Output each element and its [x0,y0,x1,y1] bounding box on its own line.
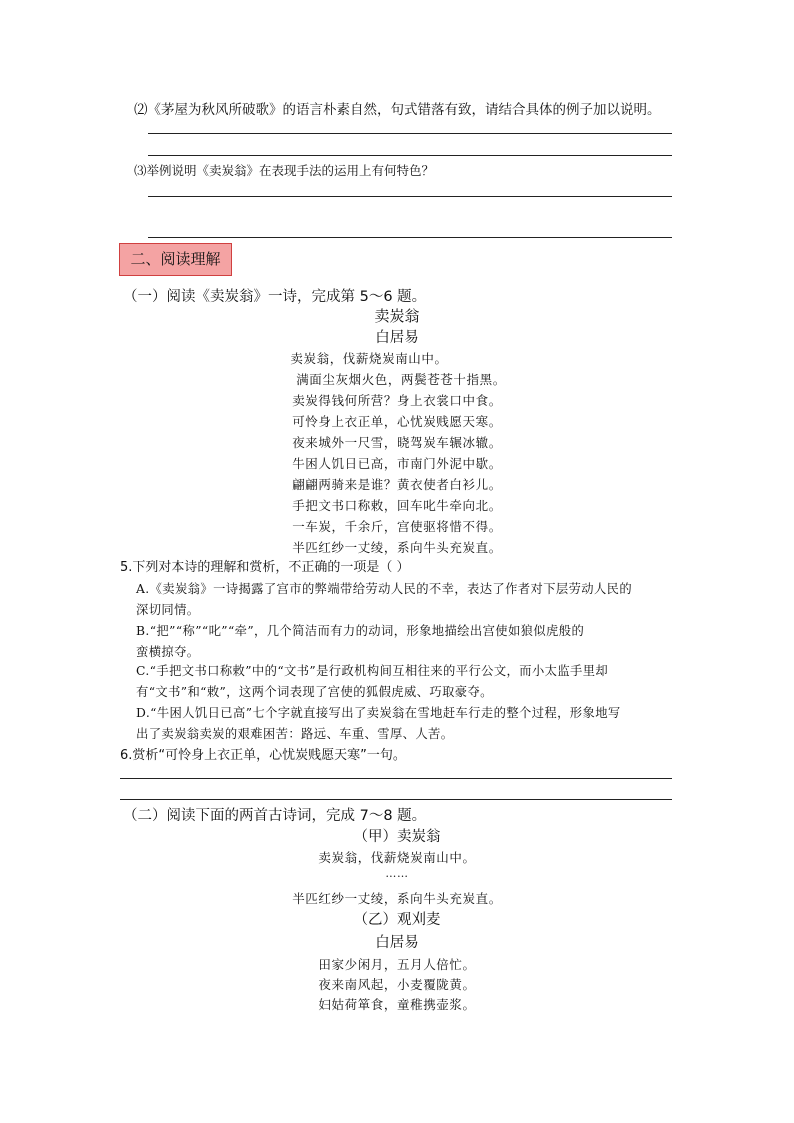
poem-line: 手把文书口称敕，回车叱牛牵向北。 [292,498,502,513]
option-a: A.《卖炭翁》一诗揭露了宫市的弊端带给劳动人民的不幸，表达了作者对下层劳动人民的 [136,582,633,596]
poem-line: 田家少闲月，五月人倍忙。 [318,957,476,972]
option-c: C.“手把文书口称敕”中的“文书”是行政机构间互相往来的平行公文，而小太监手里却 [136,664,609,678]
ellipsis: …… [385,867,409,880]
poem-a-title: （甲）卖炭翁 [353,829,441,845]
part1-intro: （一）阅读《卖炭翁》一诗，完成第 5～6 题。 [123,289,427,305]
option-d-continued: 出了卖炭翁卖炭的艰难困苦：路远、车重、雪厚、人苦。 [136,727,454,741]
poem-line: 可怜身上衣正单，心忧炭贱愿天寒。 [292,414,502,429]
part2-intro: （二）阅读下面的两首古诗词，完成 7～8 题。 [123,808,427,824]
answer-line [148,133,672,134]
question-2: ⑵《茅屋为秋风所破歌》的语言朴素自然，句式错落有致，请结合具体的例子加以说明。 [134,102,661,118]
section-badge: 二、阅读理解 [119,243,232,276]
option-b-continued: 蛮横掠夺。 [136,645,200,659]
poem-line: 夜来南风起，小麦覆陇黄。 [318,977,476,992]
poem-line: 翩翩两骑来是谁？黄衣使者白衫儿。 [292,477,502,492]
poem-b-author: 白居易 [375,935,419,951]
poem-line: 一车炭，千余斤，宫使驱将惜不得。 [292,519,502,534]
poem-line: 卖炭翁，伐薪烧炭南山中。 [290,351,448,366]
option-a-continued: 深切同情。 [136,603,200,617]
option-c-continued: 有“文书”和“敕”，这两个词表现了宫使的狐假虎威、巧取豪夺。 [136,685,493,699]
answer-line [148,237,672,238]
option-d: D.“牛困人饥日已高”七个字就直接写出了卖炭翁在雪地赶车行走的整个过程，形象地写 [136,706,621,720]
answer-line [148,155,672,156]
answer-line [148,196,672,197]
poem-line: 满面尘灰烟火色，两鬓苍苍十指黑。 [296,372,506,387]
answer-line [120,799,672,800]
poem-line: 半匹红纱一丈绫，系向牛头充炭直。 [292,540,502,555]
poem-line: 妇姑荷箪食，童稚携壶浆。 [318,997,476,1012]
poem-b-title: （乙）观刈麦 [353,912,441,928]
poem-line: 半匹红纱一丈绫，系向牛头充炭直。 [292,891,502,906]
question-6: 6.赏析“可怜身上衣正单，心忧炭贱愿天寒”一句。 [120,748,406,763]
question-3: ⑶举例说明《卖炭翁》在表现手法的运用上有何特色？ [134,163,435,178]
poem-line: 卖炭得钱何所营？身上衣裳口中食。 [292,393,502,408]
option-b: B.“把”“称”“叱”“牵”，几个简洁而有力的动词，形象地描绘出宫使如狼似虎般的 [136,624,585,638]
poem-line: 卖炭翁，伐薪烧炭南山中。 [318,850,476,865]
poem-line: 牛困人饥日已高，市南门外泥中歇。 [292,456,502,471]
poem-author: 白居易 [375,330,419,346]
poem-line: 夜来城外一尺雪，晓驾炭车辗冰辙。 [292,435,502,450]
answer-line [120,778,672,779]
poem-title: 卖炭翁 [374,307,420,325]
question-5: 5.下列对本诗的理解和赏析，不正确的一项是（ ） [120,560,410,575]
